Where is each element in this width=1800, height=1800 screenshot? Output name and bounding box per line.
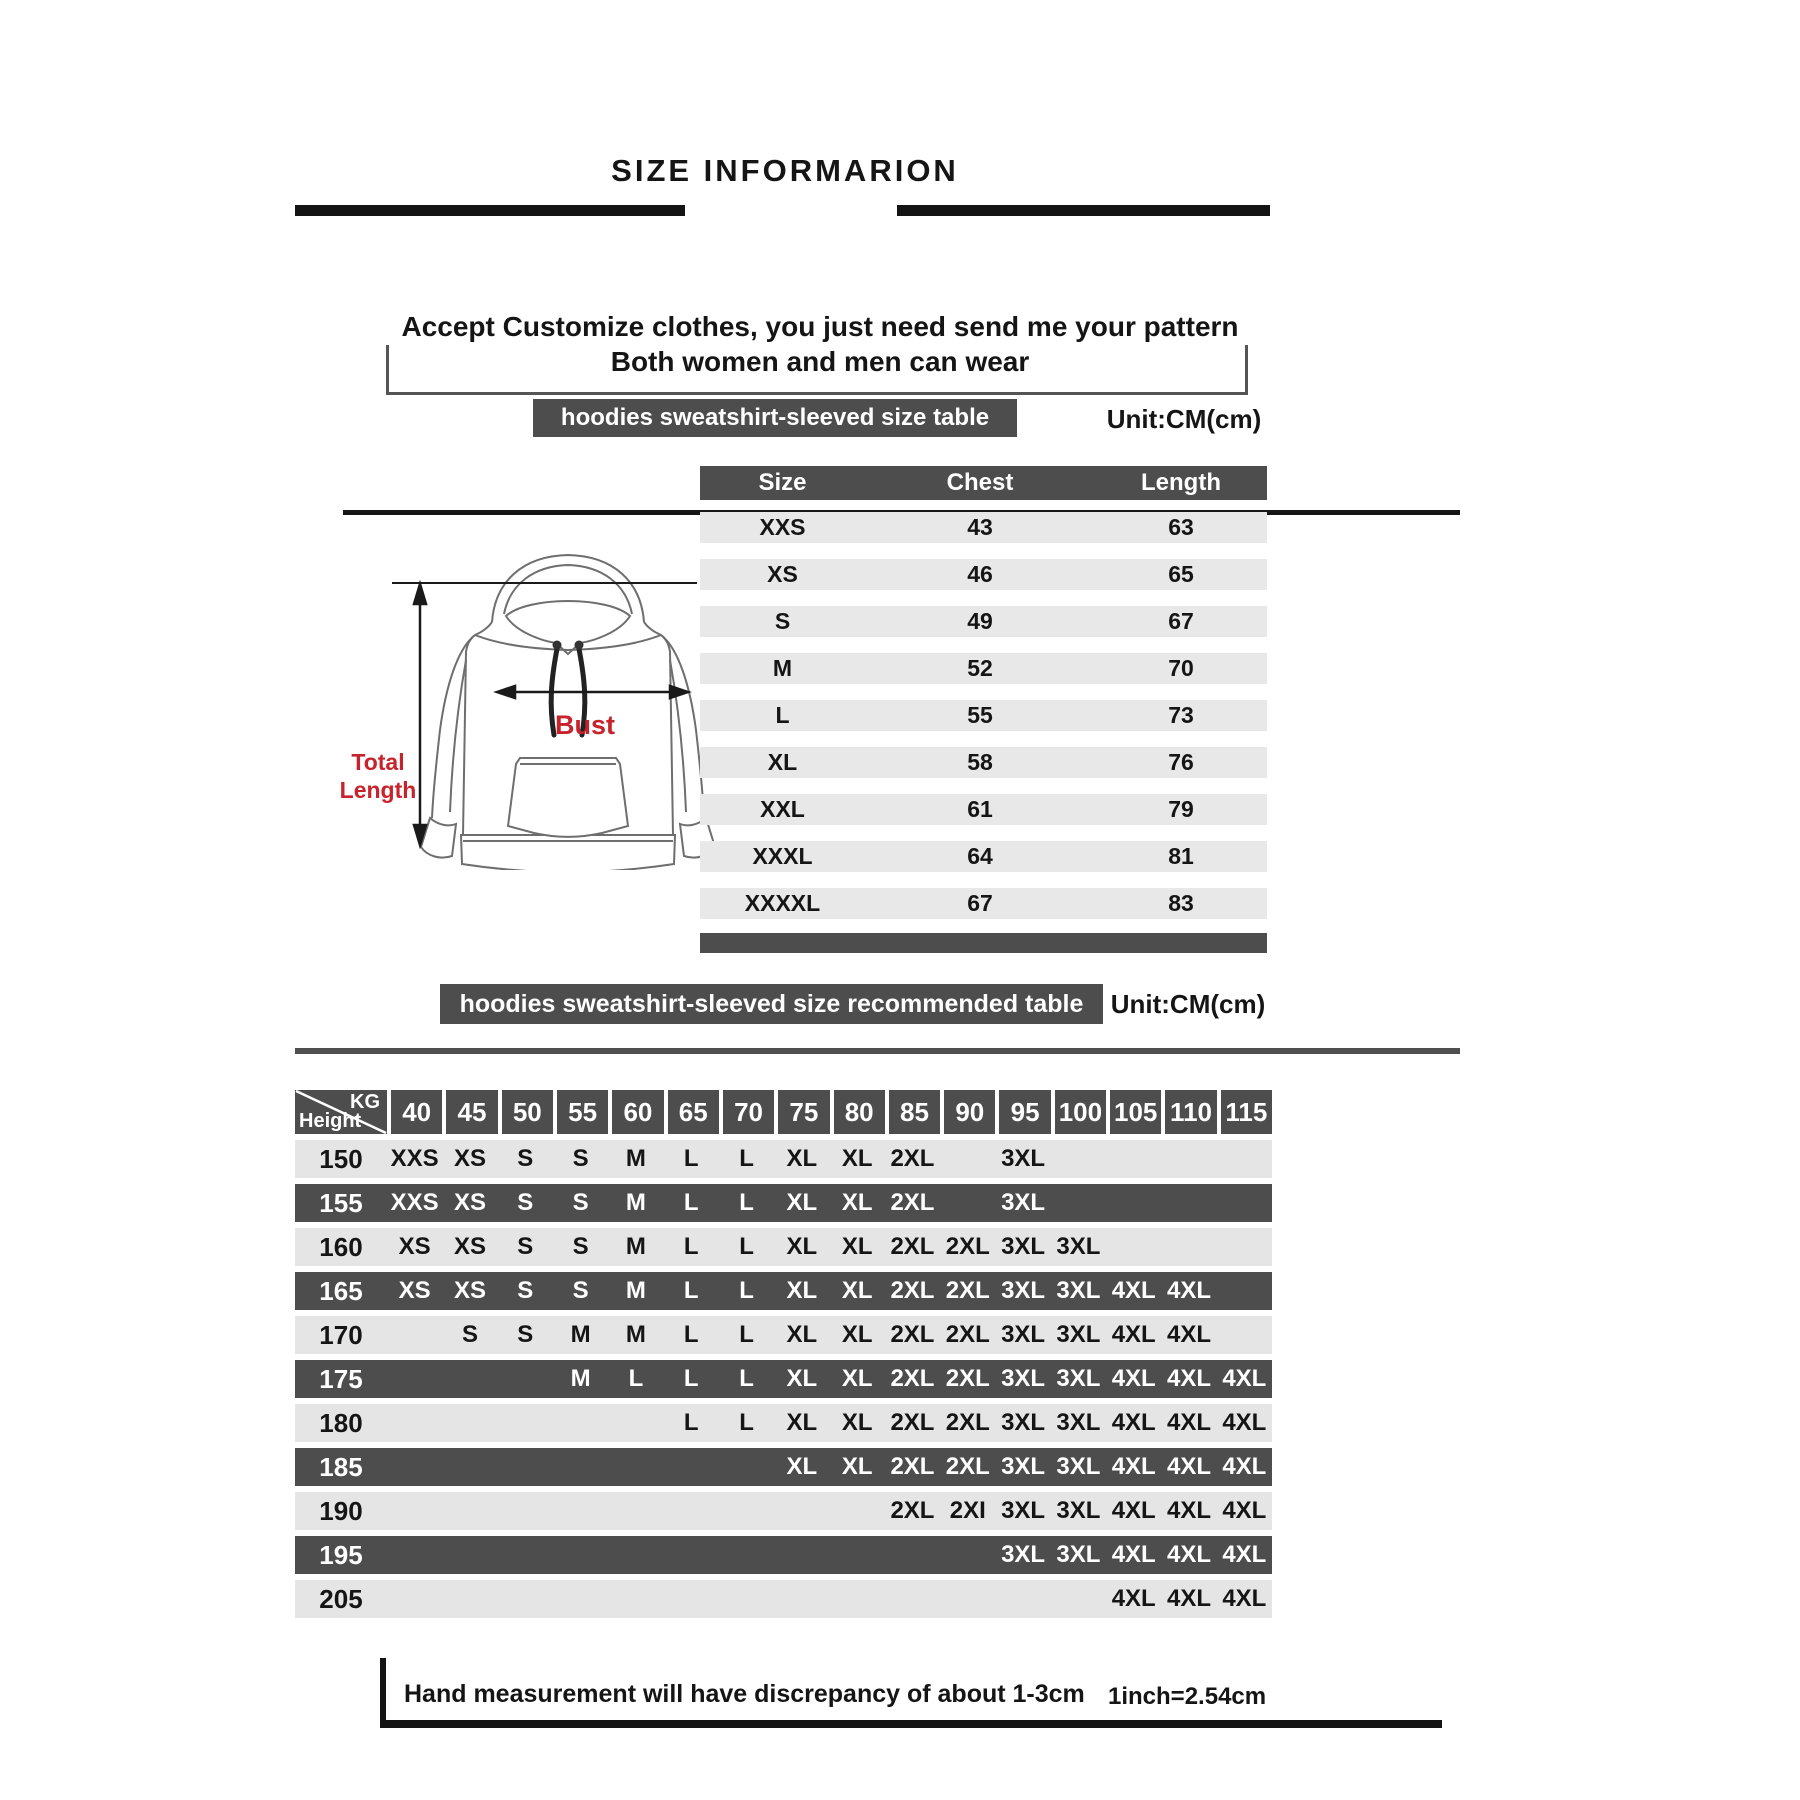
matrix-size-cell: [830, 1580, 885, 1618]
matrix-size-cell: XL: [841, 1145, 873, 1172]
matrix-size-cell: [442, 1580, 497, 1618]
matrix-size-cell: 4XL: [1167, 1497, 1212, 1524]
matrix-size-cell: L: [683, 1321, 699, 1348]
matrix-size-cell: 2XI: [949, 1497, 986, 1524]
matrix-size-cell: 2XL: [890, 1145, 935, 1172]
matrix-size-cell: [553, 1448, 608, 1486]
height-label: 170: [319, 1320, 363, 1350]
matrix-size-cell: XL: [841, 1233, 873, 1260]
matrix-size-cell: [664, 1448, 719, 1486]
matrix-size-cell: [498, 1404, 553, 1442]
height-label: 195: [319, 1540, 363, 1570]
matrix-size-cell: [1161, 1140, 1216, 1178]
matrix-row: [295, 1360, 1272, 1398]
matrix-size-cell: 2XL: [890, 1321, 935, 1348]
size-table-unit: Unit:CM(cm): [1106, 404, 1262, 434]
weight-header-cell: 70: [719, 1090, 774, 1134]
matrix-size-cell: M: [625, 1189, 646, 1216]
matrix-size-cell: 4XL: [1222, 1453, 1267, 1480]
size-table-header: [700, 466, 1267, 500]
weight-header-cell: 110: [1161, 1090, 1216, 1134]
matrix-size-cell: S: [517, 1233, 534, 1260]
size-table-row: [700, 747, 1267, 778]
matrix-size-cell: [940, 1580, 995, 1618]
size-cell: XS: [767, 561, 798, 587]
size-cell: XXS: [759, 514, 806, 540]
matrix-size-cell: [1051, 1580, 1106, 1618]
matrix-size-cell: 3XL: [1056, 1365, 1101, 1392]
matrix-size-cell: [664, 1492, 719, 1530]
customize-note: [390, 309, 1250, 379]
matrix-size-cell: 3XL: [1001, 1145, 1046, 1172]
matrix-size-cell: [940, 1536, 995, 1574]
size-table-banner: hoodies sweatshirt-sleeved size table: [533, 399, 1017, 437]
recommended-table: [295, 1090, 1272, 1618]
matrix-size-cell: XL: [786, 1233, 818, 1260]
matrix-size-cell: [885, 1580, 940, 1618]
matrix-size-cell: 4XL: [1167, 1541, 1212, 1568]
matrix-size-cell: [719, 1536, 774, 1574]
matrix-size-cell: M: [625, 1277, 646, 1304]
matrix-size-cell: [553, 1580, 608, 1618]
total-length-label: Total Length: [339, 749, 417, 803]
size-table-row: [700, 700, 1267, 731]
matrix-size-cell: 4XL: [1167, 1277, 1212, 1304]
chest-cell: 55: [967, 702, 993, 728]
matrix-size-cell: 4XL: [1222, 1497, 1267, 1524]
size-cell: XXXL: [752, 843, 813, 869]
matrix-size-cell: [498, 1448, 553, 1486]
matrix-size-cell: 3XL: [1001, 1409, 1046, 1436]
matrix-row: [295, 1404, 1272, 1442]
matrix-size-cell: XS: [398, 1233, 431, 1260]
matrix-row: [295, 1140, 1272, 1178]
customize-note-line1: Accept Customize clothes, you just need send me your pattern: [401, 311, 1239, 342]
matrix-size-cell: 3XL: [1001, 1233, 1046, 1260]
matrix-size-cell: XL: [786, 1409, 818, 1436]
matrix-size-cell: M: [570, 1365, 591, 1392]
matrix-size-cell: [1217, 1272, 1272, 1310]
chest-cell: 67: [967, 890, 993, 916]
matrix-size-cell: XL: [786, 1145, 818, 1172]
chest-column-header: Chest: [946, 469, 1014, 496]
matrix-size-cell: [387, 1580, 442, 1618]
size-cell: M: [772, 655, 793, 681]
chest-cell: 52: [967, 655, 993, 681]
matrix-size-cell: 3XL: [1001, 1497, 1046, 1524]
size-cell: XXXXL: [744, 890, 821, 916]
matrix-size-cell: [387, 1536, 442, 1574]
page-title: SIZE INFORMARION: [611, 153, 959, 188]
length-cell: 65: [1168, 561, 1194, 587]
matrix-size-cell: 4XL: [1111, 1497, 1156, 1524]
matrix-size-cell: [553, 1404, 608, 1442]
matrix-size-cell: 3XL: [1001, 1277, 1046, 1304]
weight-header-cell: 100: [1051, 1090, 1106, 1134]
matrix-row: [295, 1272, 1272, 1310]
matrix-size-cell: 2XL: [890, 1453, 935, 1480]
matrix-row: [295, 1492, 1272, 1530]
weight-header-cell: 75: [774, 1090, 829, 1134]
size-table-row: [700, 512, 1267, 543]
matrix-size-cell: 3XL: [1056, 1497, 1101, 1524]
length-cell: 70: [1168, 655, 1194, 681]
matrix-size-cell: M: [625, 1233, 646, 1260]
matrix-size-cell: M: [570, 1321, 591, 1348]
customize-note-line2: Both women and men can wear: [610, 346, 1030, 377]
length-column-header: Length: [1141, 469, 1221, 496]
length-cell: 67: [1168, 608, 1194, 634]
height-label: 180: [319, 1408, 363, 1438]
weight-header-cell: 90: [940, 1090, 995, 1134]
matrix-size-cell: [1161, 1184, 1216, 1222]
matrix-size-cell: S: [572, 1233, 589, 1260]
weight-header-cell: 115: [1217, 1090, 1272, 1134]
hoodie-diagram: [330, 540, 720, 870]
height-label: 160: [319, 1232, 363, 1262]
matrix-row: [295, 1316, 1272, 1354]
matrix-size-cell: 4XL: [1167, 1365, 1212, 1392]
weight-header-cell: 60: [608, 1090, 663, 1134]
matrix-size-cell: 4XL: [1111, 1585, 1156, 1612]
height-label: 175: [319, 1364, 363, 1394]
matrix-size-cell: 4XL: [1222, 1541, 1267, 1568]
measurement-note: Hand measurement will have discrepancy of about 1-3cm: [404, 1680, 1085, 1708]
matrix-size-cell: [608, 1448, 663, 1486]
matrix-size-cell: [1106, 1184, 1161, 1222]
matrix-size-cell: XL: [786, 1189, 818, 1216]
matrix-size-cell: 4XL: [1111, 1277, 1156, 1304]
matrix-size-cell: [774, 1536, 829, 1574]
matrix-size-cell: L: [739, 1277, 754, 1304]
matrix-size-cell: L: [739, 1145, 754, 1172]
matrix-size-cell: L: [739, 1233, 754, 1260]
bust-label: Bust: [555, 710, 615, 740]
matrix-size-cell: 3XL: [1056, 1453, 1101, 1480]
weight-header-cell: 105: [1106, 1090, 1161, 1134]
matrix-size-cell: 3XL: [1001, 1321, 1046, 1348]
matrix-size-cell: [387, 1448, 442, 1486]
size-cell: XXL: [760, 796, 805, 822]
matrix-size-cell: [1161, 1228, 1216, 1266]
matrix-size-cell: L: [628, 1365, 644, 1392]
matrix-size-cell: XL: [786, 1321, 818, 1348]
matrix-size-cell: [387, 1360, 442, 1398]
matrix-size-cell: XL: [841, 1409, 873, 1436]
matrix-size-cell: 2XL: [945, 1321, 990, 1348]
title-rule-left: [295, 205, 685, 216]
matrix-size-cell: 4XL: [1167, 1453, 1212, 1480]
length-cell: 81: [1168, 843, 1194, 869]
matrix-size-cell: L: [683, 1145, 699, 1172]
matrix-size-cell: XL: [841, 1365, 873, 1392]
matrix-size-cell: [719, 1580, 774, 1618]
matrix-size-cell: XL: [841, 1321, 873, 1348]
matrix-size-cell: S: [572, 1277, 589, 1304]
matrix-size-cell: L: [683, 1233, 699, 1260]
matrix-size-cell: L: [683, 1409, 699, 1436]
matrix-size-cell: S: [461, 1321, 478, 1348]
matrix-size-cell: [442, 1448, 497, 1486]
matrix-size-cell: 2XL: [890, 1277, 935, 1304]
size-table-body: [700, 512, 1267, 919]
matrix-size-cell: XS: [453, 1233, 486, 1260]
matrix-size-cell: 3XL: [1056, 1233, 1101, 1260]
length-cell: 73: [1168, 702, 1194, 728]
matrix-size-cell: XL: [786, 1365, 818, 1392]
matrix-size-cell: L: [683, 1189, 699, 1216]
matrix-size-cell: 2XL: [890, 1497, 935, 1524]
matrix-size-cell: [608, 1536, 663, 1574]
kg-height-corner-cell: [295, 1090, 387, 1134]
corner-kg-label: KG: [350, 1091, 380, 1113]
weight-header-cell: 80: [830, 1090, 885, 1134]
matrix-size-cell: [442, 1536, 497, 1574]
matrix-size-cell: S: [517, 1321, 534, 1348]
matrix-size-cell: XL: [786, 1277, 818, 1304]
matrix-size-cell: S: [517, 1145, 534, 1172]
matrix-size-cell: 2XL: [945, 1453, 990, 1480]
matrix-size-cell: [719, 1448, 774, 1486]
title-rule-right: [897, 205, 1270, 216]
chest-cell: 49: [967, 608, 993, 634]
size-cell: L: [775, 702, 790, 728]
matrix-size-cell: L: [739, 1321, 754, 1348]
matrix-size-cell: XL: [841, 1453, 873, 1480]
matrix-size-cell: 4XL: [1167, 1585, 1212, 1612]
matrix-size-cell: [442, 1404, 497, 1442]
matrix-size-cell: [885, 1536, 940, 1574]
matrix-size-cell: 3XL: [1056, 1277, 1101, 1304]
chest-cell: 58: [967, 749, 993, 775]
matrix-size-cell: 3XL: [1056, 1409, 1101, 1436]
matrix-size-cell: 3XL: [1056, 1541, 1101, 1568]
matrix-size-cell: [940, 1140, 995, 1178]
size-table: [700, 466, 1267, 953]
matrix-size-cell: 4XL: [1167, 1409, 1212, 1436]
matrix-size-cell: [498, 1492, 553, 1530]
matrix-size-cell: [498, 1580, 553, 1618]
chest-cell: 61: [967, 796, 993, 822]
matrix-size-cell: XS: [453, 1277, 486, 1304]
matrix-size-cell: [442, 1492, 497, 1530]
matrix-size-cell: 3XL: [1001, 1365, 1046, 1392]
matrix-size-cell: 4XL: [1222, 1585, 1267, 1612]
matrix-size-cell: 4XL: [1222, 1409, 1267, 1436]
matrix-size-cell: XXS: [390, 1145, 439, 1172]
matrix-size-cell: L: [739, 1409, 754, 1436]
matrix-size-cell: XS: [453, 1145, 486, 1172]
matrix-size-cell: 4XL: [1111, 1409, 1156, 1436]
matrix-size-cell: L: [683, 1365, 699, 1392]
chest-cell: 46: [967, 561, 993, 587]
matrix-size-cell: [774, 1580, 829, 1618]
matrix-size-cell: [1106, 1140, 1161, 1178]
size-table-row: [700, 841, 1267, 872]
matrix-row: [295, 1580, 1272, 1618]
recommended-table-unit: Unit:CM(cm): [1110, 989, 1266, 1019]
matrix-size-cell: [608, 1492, 663, 1530]
length-cell: 79: [1168, 796, 1194, 822]
inch-conversion: 1inch=2.54cm: [1108, 1683, 1267, 1710]
size-table-row: [700, 653, 1267, 684]
matrix-size-cell: [830, 1536, 885, 1574]
matrix-size-cell: 2XL: [945, 1365, 990, 1392]
matrix-size-cell: 2XL: [945, 1277, 990, 1304]
matrix-size-cell: 2XL: [945, 1233, 990, 1260]
matrix-size-cell: [1051, 1184, 1106, 1222]
weight-header-cell: 95: [995, 1090, 1050, 1134]
matrix-size-cell: XL: [841, 1189, 873, 1216]
length-cell: 76: [1168, 749, 1194, 775]
matrix-size-cell: XS: [398, 1277, 431, 1304]
matrix-size-cell: 3XL: [1001, 1453, 1046, 1480]
matrix-size-cell: [608, 1580, 663, 1618]
matrix-size-cell: S: [517, 1189, 534, 1216]
matrix-size-cell: [719, 1492, 774, 1530]
matrix-size-cell: 2XL: [945, 1409, 990, 1436]
matrix-size-cell: [664, 1580, 719, 1618]
weight-header-cell: 65: [664, 1090, 719, 1134]
matrix-size-cell: [774, 1492, 829, 1530]
matrix-size-cell: [387, 1492, 442, 1530]
matrix-size-cell: [1217, 1228, 1272, 1266]
matrix-size-cell: M: [625, 1321, 646, 1348]
matrix-size-cell: [553, 1492, 608, 1530]
matrix-size-cell: [940, 1184, 995, 1222]
matrix-size-cell: 4XL: [1167, 1321, 1212, 1348]
matrix-row: [295, 1536, 1272, 1574]
matrix-size-cell: 2XL: [890, 1189, 935, 1216]
matrix-size-cell: M: [625, 1145, 646, 1172]
matrix-size-cell: XL: [841, 1277, 873, 1304]
size-table-row: [700, 794, 1267, 825]
matrix-size-cell: [1217, 1316, 1272, 1354]
matrix-body: [295, 1140, 1272, 1618]
matrix-size-cell: [498, 1536, 553, 1574]
matrix-size-cell: 4XL: [1222, 1365, 1267, 1392]
size-table-footer-bar: [700, 933, 1267, 953]
height-label: 205: [319, 1584, 363, 1614]
recommended-table-banner: hoodies sweatshirt-sleeved size recommended table: [440, 984, 1103, 1024]
matrix-row: [295, 1184, 1272, 1222]
size-cell: XL: [767, 749, 798, 775]
matrix-size-cell: [1106, 1228, 1161, 1266]
size-table-row: [700, 888, 1267, 919]
weight-header-cell: 85: [885, 1090, 940, 1134]
matrix-size-cell: [553, 1536, 608, 1574]
matrix-size-cell: [387, 1316, 442, 1354]
matrix-size-cell: [664, 1536, 719, 1574]
matrix-size-cell: 2XL: [890, 1409, 935, 1436]
matrix-size-cell: L: [739, 1365, 754, 1392]
matrix-size-cell: [608, 1404, 663, 1442]
chest-cell: 64: [967, 843, 993, 869]
height-label: 185: [319, 1452, 363, 1482]
matrix-size-cell: [1217, 1140, 1272, 1178]
matrix-size-cell: XXS: [390, 1189, 439, 1216]
weight-header-cell: 45: [442, 1090, 497, 1134]
matrix-size-cell: 2XL: [890, 1233, 935, 1260]
matrix-row: [295, 1228, 1272, 1266]
matrix-size-cell: [498, 1360, 553, 1398]
length-cell: 83: [1168, 890, 1194, 916]
height-label: 190: [319, 1496, 363, 1526]
matrix-size-cell: 3XL: [1001, 1541, 1046, 1568]
matrix-size-cell: [830, 1492, 885, 1530]
weight-header-cell: 55: [553, 1090, 608, 1134]
weight-header-cell: 40: [387, 1090, 442, 1134]
length-cell: 63: [1168, 514, 1194, 540]
matrix-size-cell: [1217, 1184, 1272, 1222]
matrix-size-cell: S: [572, 1145, 589, 1172]
matrix-row: [295, 1448, 1272, 1486]
weight-header-cell: 50: [498, 1090, 553, 1134]
matrix-size-cell: 4XL: [1111, 1365, 1156, 1392]
matrix-size-cell: [1051, 1140, 1106, 1178]
size-table-row: [700, 559, 1267, 590]
size-cell: S: [774, 608, 791, 634]
matrix-size-cell: 3XL: [1001, 1189, 1046, 1216]
chest-cell: 43: [967, 514, 993, 540]
matrix-size-cell: 2XL: [890, 1365, 935, 1392]
size-table-row: [700, 606, 1267, 637]
matrix-size-cell: XL: [786, 1453, 818, 1480]
matrix-size-cell: [387, 1404, 442, 1442]
height-label: 155: [319, 1188, 363, 1218]
matrix-size-cell: S: [572, 1189, 589, 1216]
matrix-size-cell: L: [739, 1189, 754, 1216]
height-label: 165: [319, 1276, 363, 1306]
horizontal-rule-2: [295, 1048, 1460, 1054]
matrix-size-cell: L: [683, 1277, 699, 1304]
matrix-size-cell: 4XL: [1111, 1453, 1156, 1480]
matrix-header-row: [295, 1090, 1272, 1134]
matrix-size-cell: 4XL: [1111, 1541, 1156, 1568]
matrix-size-cell: 4XL: [1111, 1321, 1156, 1348]
matrix-size-cell: [995, 1580, 1050, 1618]
matrix-size-cell: XS: [453, 1189, 486, 1216]
matrix-size-cell: [442, 1360, 497, 1398]
size-column-header: Size: [758, 469, 807, 496]
corner-height-label: Height: [299, 1110, 362, 1132]
height-label: 150: [319, 1144, 363, 1174]
matrix-size-cell: S: [517, 1277, 534, 1304]
matrix-size-cell: 3XL: [1056, 1321, 1101, 1348]
